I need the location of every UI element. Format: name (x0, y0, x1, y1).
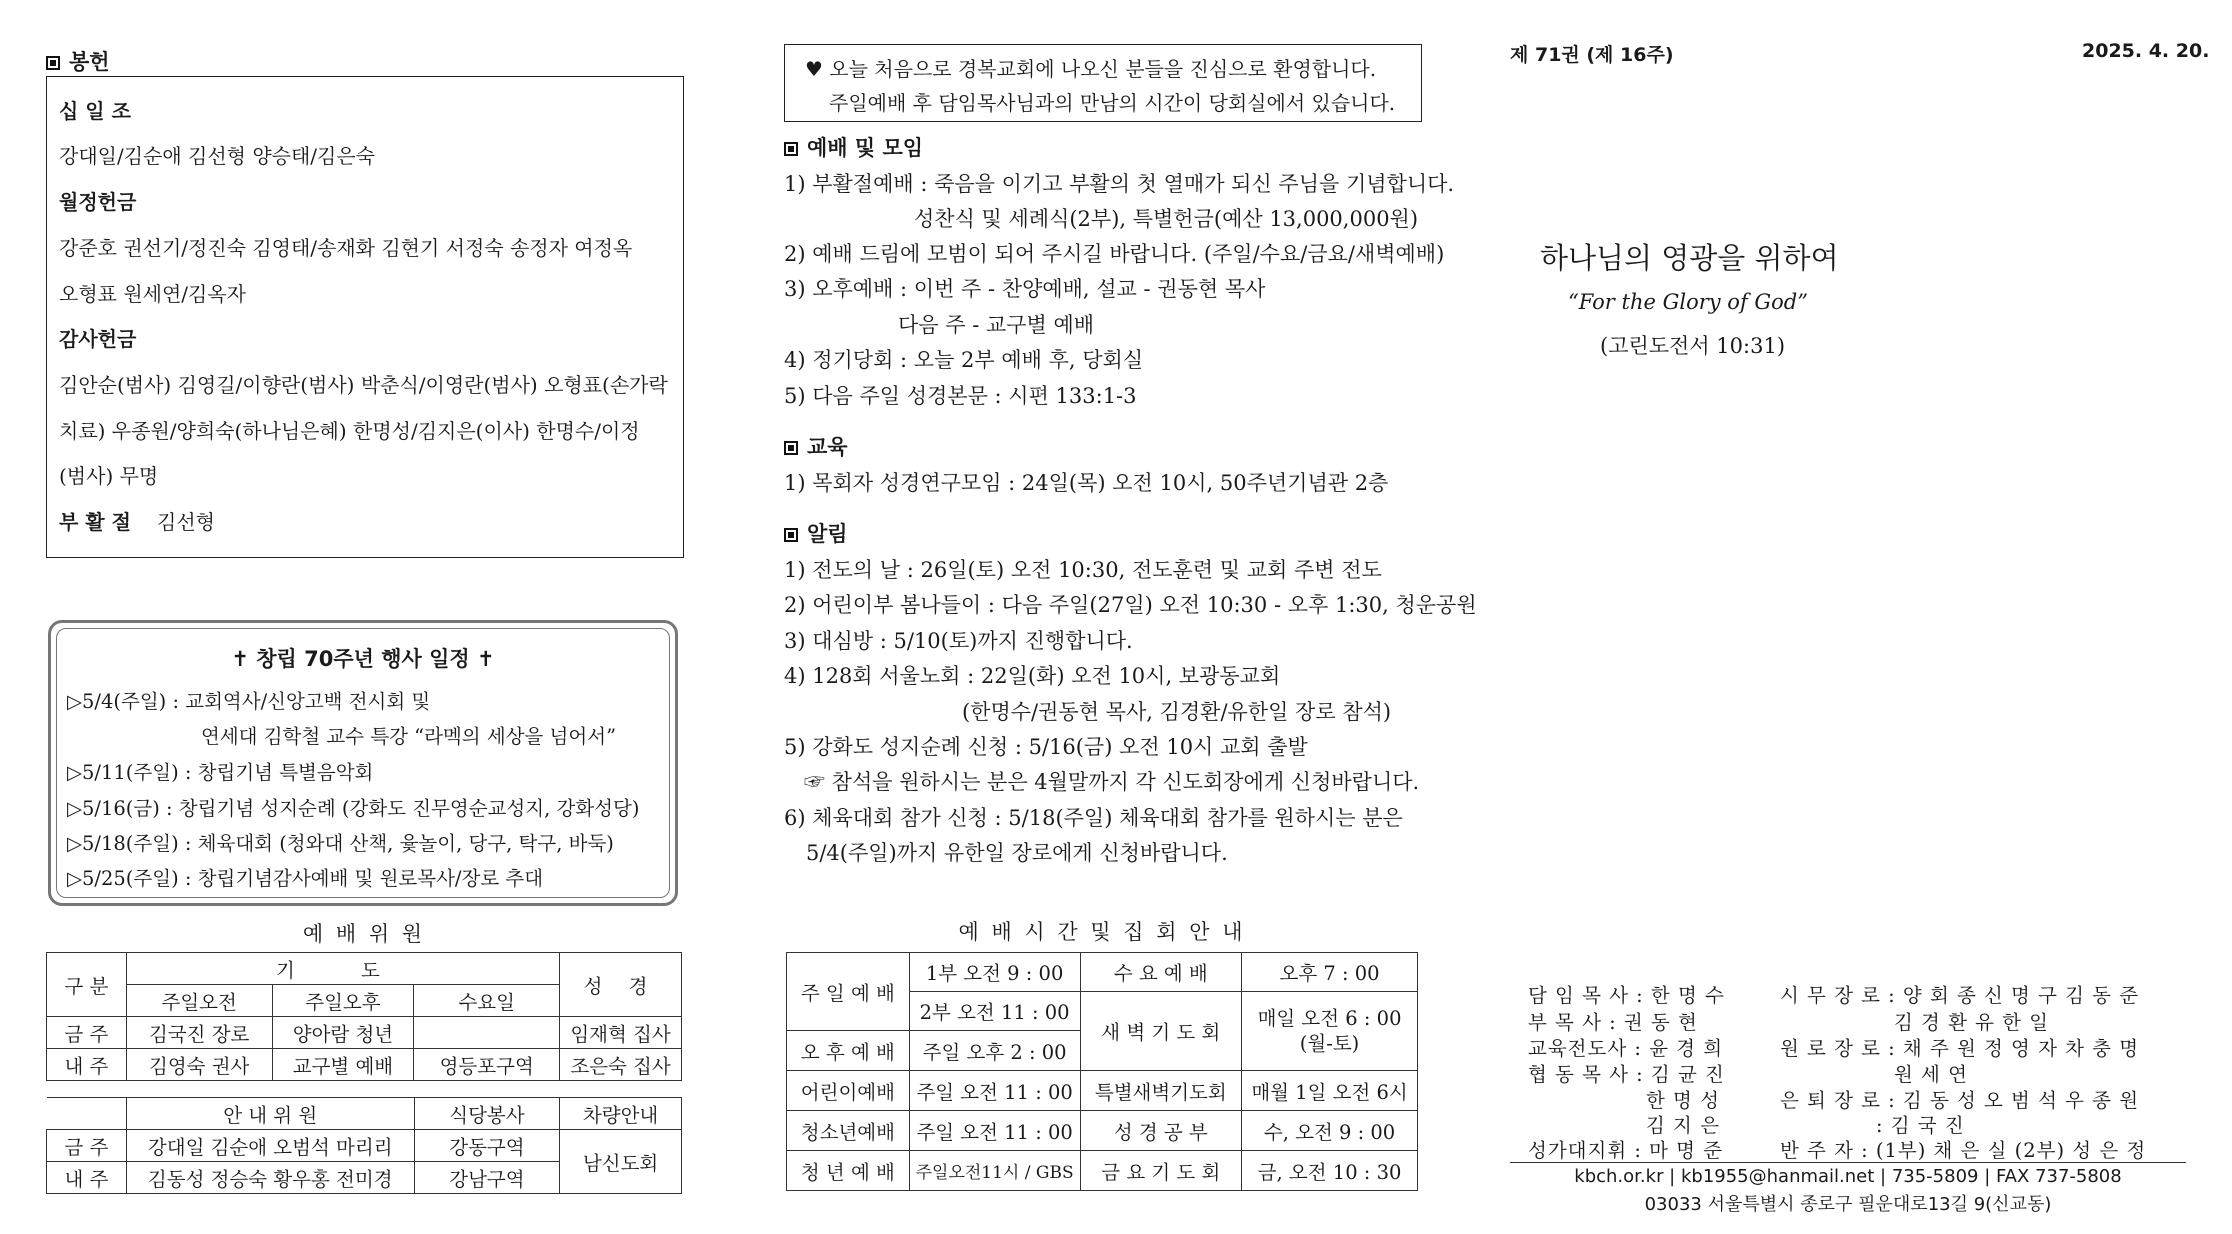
easter-names: 김선형 (157, 510, 215, 534)
cell: 어린이예배 (787, 1071, 910, 1111)
row-label: 내 주 (47, 1049, 127, 1081)
schedule-table (786, 952, 1418, 1191)
square-bullet-icon (784, 528, 798, 542)
cell: 오후 7 : 00 (1242, 953, 1418, 992)
staff-line: 김 경 환 유 한 일 (1894, 1011, 2050, 1034)
cell: 새 벽 기 도 회 (1080, 992, 1242, 1071)
cell: 강남구역 (414, 1162, 560, 1194)
cell (414, 1017, 560, 1049)
sun-worship-label: 주 일 예 배 (787, 953, 910, 1031)
anniversary-events-box (48, 620, 678, 906)
thanks-heading: 감사헌금 (59, 327, 137, 351)
cover-verse: (고린도전서 10:31) (1600, 334, 1786, 358)
cell (47, 1098, 127, 1130)
staff-line: 한 명 성 (1646, 1089, 1720, 1112)
staff-line: 은 퇴 장 로 : 김 동 성 오 범 석 우 종 원 (1780, 1089, 2140, 1112)
offering-section-title: 봉헌 (46, 46, 110, 76)
cell: 김동성 정승숙 황우홍 전미경 (126, 1162, 414, 1194)
usher-table (46, 1097, 682, 1194)
education-section-title: 교육 (784, 431, 848, 461)
church-address: 03033 서울특별시 종로구 필운대로13길 9(신교동) (1644, 1194, 2052, 1215)
cell: 금 요 기 도 회 (1080, 1151, 1242, 1191)
parking-header: 차량안내 (560, 1098, 682, 1130)
worship-line: 3) 오후예배 : 이번 주 - 찬양예배, 설교 - 권동현 목사 (784, 277, 1266, 301)
cell: 특별새벽기도회 (1080, 1071, 1242, 1111)
row-label: 금 주 (47, 1130, 127, 1162)
tithe-heading: 십 일 조 (59, 99, 131, 123)
cell: 성 경 공 부 (1080, 1111, 1242, 1151)
monthly-names-2: 오형표 원세연/김옥자 (59, 282, 246, 306)
notice-section-title: 알림 (784, 518, 848, 548)
monthly-names-1: 강준호 권선기/정진숙 김영태/송재화 김현기 서정숙 송정자 여정옥 (59, 236, 633, 260)
cell: 강대일 김순애 오범석 마리리 (126, 1130, 414, 1162)
cell: 주일오전11시 / GBS (909, 1151, 1080, 1191)
thanks-names-1: 김안순(범사) 김영길/이향란(범사) 박춘식/이영란(범사) 오형표(손가락 (59, 373, 668, 397)
cell: 임재혁 집사 (560, 1017, 682, 1049)
worship-line: 4) 정기당회 : 오늘 2부 예배 후, 당회실 (784, 348, 1144, 372)
staff-line: 성가대지휘 : 마 명 준 (1528, 1139, 1724, 1162)
notice-line: 4) 128회 서울노회 : 22일(화) 오전 10시, 보광동교회 (784, 664, 1281, 688)
square-bullet-icon (46, 56, 60, 70)
staff-line: 원 로 장 로 : 채 주 원 정 영 자 차 충 명 (1780, 1037, 2140, 1060)
notice-line: 5/4(주일)까지 유한일 장로에게 신청바랍니다. (806, 841, 1228, 865)
event-item: ▷5/11(주일) : 창립기념 특별음악회 (67, 761, 374, 784)
staff-line: 반 주 자 : (1부) 채 은 실 (2부) 성 은 정 (1780, 1139, 2147, 1162)
notice-line: 2) 어린이부 봄나들이 : 다음 주일(27일) 오전 10:30 - 오후 1:30, 청운공원 (784, 593, 1477, 617)
cell: 강동구역 (414, 1130, 560, 1162)
easter-heading: 부 활 절 (59, 510, 131, 534)
schedule-caption: 예 배 시 간 및 집 회 안 내 (958, 920, 1246, 944)
notice-line: 6) 체육대회 참가 신청 : 5/18(주일) 체육대회 참가를 원하시는 분은 (784, 806, 1403, 830)
cell: 영등포구역 (414, 1049, 560, 1081)
meal-header: 식당봉사 (414, 1098, 560, 1130)
welcome-line-2: 주일예배 후 담임목사님과의 만남의 시간이 당회실에서 있습니다. (829, 91, 1396, 115)
parking-cell: 남신도회 (560, 1130, 682, 1194)
staff-line: 김 지 은 (1646, 1114, 1720, 1137)
sun-am-header: 주일오전 (126, 985, 272, 1017)
row-label: 금 주 (47, 1017, 127, 1049)
worship-committee-caption: 예 배 위 원 (302, 922, 426, 946)
contact-info: kbch.or.kr | kb1955@hanmail.net | 735-5809 | FAX 737-5808 (1574, 1166, 2122, 1187)
worship-line: 1) 부활절예배 : 죽음을 이기고 부활의 첫 열매가 되신 주님을 기념합니다. (784, 172, 1455, 196)
notice-line: 1) 전도의 날 : 26일(토) 오전 10:30, 전도훈련 및 교회 주변 전도 (784, 558, 1382, 582)
prayer-header: 기 도 (126, 953, 559, 985)
volume-label: 제 71권 (제 16주) (1510, 44, 1674, 66)
worship-line: 2) 예배 드림에 모범이 되어 주시길 바랍니다. (주일/수요/금요/새벽예배) (784, 242, 1445, 266)
square-bullet-icon (784, 441, 798, 455)
tithe-names: 강대일/김순애 김선형 양승태/김은숙 (59, 144, 375, 168)
monthly-heading: 월정헌금 (59, 190, 137, 214)
cell: 조은숙 집사 (560, 1049, 682, 1081)
cell: 오 후 예 배 (787, 1031, 910, 1071)
cell: 교구별 예배 (272, 1049, 414, 1081)
event-item: 연세대 김학철 교수 특강 “라멕의 세상을 넘어서” (201, 725, 617, 748)
event-item: ▷5/25(주일) : 창립기념감사예배 및 원로목사/장로 추대 (67, 867, 544, 890)
staff-line: 담 임 목 사 : 한 명 수 (1528, 984, 1725, 1007)
education-line: 1) 목회자 성경연구모임 : 24일(목) 오전 10시, 50주년기념관 2층 (784, 471, 1389, 495)
notice-line: 3) 대심방 : 5/10(토)까지 진행합니다. (784, 629, 1133, 653)
cell: 2부 오전 11 : 00 (909, 992, 1080, 1031)
staff-line: 원 세 연 (1894, 1063, 1968, 1086)
cell: 주일 오후 2 : 00 (909, 1031, 1080, 1071)
square-bullet-icon (784, 142, 798, 156)
cell: 수, 오전 9 : 00 (1242, 1111, 1418, 1151)
cell: 수 요 예 배 (1080, 953, 1242, 992)
cell: 김국진 장로 (126, 1017, 272, 1049)
thanks-names-2: 치료) 우종원/양희숙(하나님은혜) 한명성/김지은(이사) 한명수/이정 (59, 419, 640, 443)
notice-line: (한명수/권동현 목사, 김경환/유한일 장로 참석) (962, 700, 1392, 724)
row-label: 내 주 (47, 1162, 127, 1194)
event-item: ▷5/16(금) : 창립기념 성지순례 (강화도 진무영순교성지, 강화성당) (67, 797, 640, 820)
worship-line: 5) 다음 주일 성경본문 : 시편 133:1-3 (784, 384, 1137, 408)
staff-line: 시 무 장 로 : 양 회 종 신 명 구 김 동 준 (1780, 984, 2140, 1007)
cell: 주일 오전 11 : 00 (909, 1111, 1080, 1151)
worship-line: 성찬식 및 세례식(2부), 특별헌금(예산 13,000,000원) (914, 207, 1419, 231)
events-title: ✝ 창립 70주년 행사 일정 ✝ (231, 647, 495, 671)
notice-line: ☞ 참석을 원하시는 분은 4월말까지 각 신도회장에게 신청바랍니다. (804, 770, 1420, 794)
sun-pm-header: 주일오후 (272, 985, 414, 1017)
thanks-names-3: (범사) 무명 (59, 464, 159, 488)
event-item: ▷5/18(주일) : 체육대회 (청와대 산책, 윷놀이, 당구, 탁구, 바둑) (67, 832, 614, 855)
notice-line: 5) 강화도 성지순례 신청 : 5/16(금) 오전 10시 교회 출발 (784, 735, 1308, 759)
cell: 1부 오전 9 : 00 (909, 953, 1080, 992)
offering-box (46, 76, 684, 558)
welcome-box (784, 44, 1422, 122)
footer-divider (1510, 1162, 2186, 1163)
issue-date: 2025. 4. 20. (2082, 40, 2210, 62)
cell: 금, 오전 10 : 30 (1242, 1151, 1418, 1191)
table-row (47, 1130, 682, 1162)
table-row (47, 1017, 682, 1049)
cell: 청 년 예 배 (787, 1151, 910, 1191)
cell: 양아람 청년 (272, 1017, 414, 1049)
staff-line: 부 목 사 : 권 동 현 (1528, 1011, 1698, 1034)
staff-line: 교육전도사 : 윤 경 희 (1528, 1037, 1724, 1060)
cell: 매월 1일 오전 6시 (1242, 1071, 1418, 1111)
staff-line: : 김 국 진 (1876, 1114, 1965, 1137)
cell: 김영숙 권사 (126, 1049, 272, 1081)
table-row (47, 1049, 682, 1081)
worship-committee-table (46, 952, 682, 1081)
wed-header: 수요일 (414, 985, 560, 1017)
cell: 청소년예배 (787, 1111, 910, 1151)
usher-header: 안 내 위 원 (126, 1098, 414, 1130)
staff-line: 협 동 목 사 : 김 균 진 (1528, 1063, 1725, 1086)
event-item: ▷5/4(주일) : 교회역사/신앙고백 전시회 및 (67, 690, 431, 713)
cover-title: 하나님의 영광을 위하여 (1540, 241, 1839, 275)
scripture-header: 성 경 (560, 953, 682, 1017)
cell: 매일 오전 6 : 00 (월-토) (1242, 992, 1418, 1071)
gubun-header: 구 분 (47, 953, 127, 1017)
cell: 주일 오전 11 : 00 (909, 1071, 1080, 1111)
welcome-line-1: ♥ 오늘 처음으로 경복교회에 나오신 분들을 진심으로 환영합니다. (805, 57, 1377, 81)
worship-line: 다음 주 - 교구별 예배 (898, 313, 1095, 337)
cover-subtitle: “For the Glory of God” (1568, 290, 1808, 314)
worship-section-title: 예배 및 모임 (784, 132, 923, 162)
